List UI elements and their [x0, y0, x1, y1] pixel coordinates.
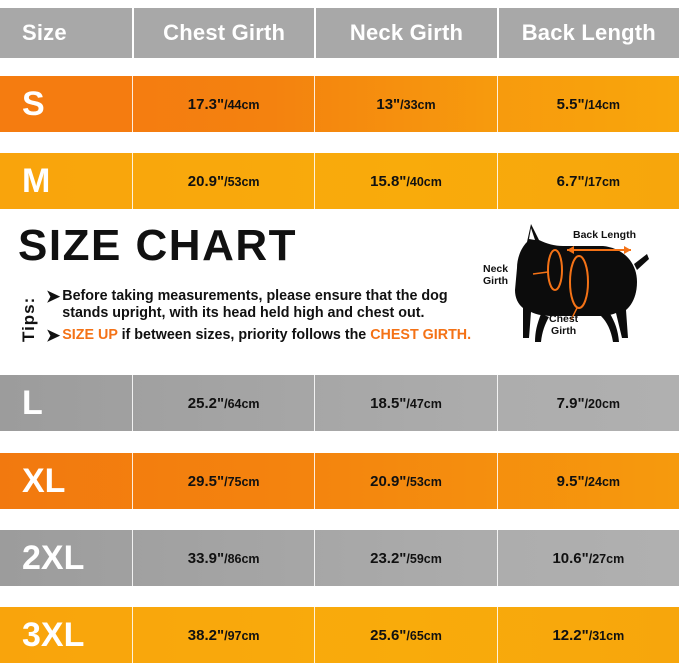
- row-size-label: XL: [22, 462, 66, 500]
- row-neck-girth-cell: [314, 530, 496, 586]
- header-cell-size: [0, 8, 132, 58]
- row-size-cell: [0, 76, 132, 132]
- row-neck-girth-value: 23.2"/59cm: [370, 549, 442, 567]
- row-neck-girth-cell: [314, 153, 496, 209]
- row-neck-girth-cell: [314, 453, 496, 509]
- header-cell-back-length: [497, 8, 679, 58]
- row-chest-girth-cell: [132, 153, 314, 209]
- row-back-length-value: 12.2"/31cm: [552, 626, 625, 644]
- tips-list: [46, 288, 486, 349]
- row-size-label: M: [22, 162, 51, 200]
- row-neck-girth-value: 13"/33cm: [376, 95, 436, 113]
- row-chest-girth-cell: [132, 530, 314, 586]
- row-neck-girth-value: 20.9"/53cm: [370, 472, 442, 490]
- row-chest-girth-value: 38.2"/97cm: [187, 626, 260, 644]
- row-chest-girth-value: 33.9"/86cm: [187, 549, 260, 567]
- tip-item: [46, 288, 486, 322]
- row-neck-girth-cell: [314, 76, 496, 132]
- row-neck-girth-value: 25.6"/65cm: [370, 626, 442, 644]
- tip-item: [46, 327, 486, 344]
- row-back-length-cell: [497, 153, 679, 209]
- row-size-label: 3XL: [22, 616, 85, 654]
- row-size-label: 2XL: [22, 539, 85, 577]
- row-size-label: S: [22, 85, 45, 123]
- size-chart-info-panel: [0, 212, 679, 367]
- row-back-length-cell: [497, 530, 679, 586]
- header-cell-neck-girth: [314, 8, 496, 58]
- table-row: [0, 153, 679, 209]
- tip-text-size-up: SIZE UP if between sizes, priority follows the CHEST GIRTH.: [62, 327, 472, 343]
- row-size-cell: [0, 530, 132, 586]
- row-back-length-cell: [497, 375, 679, 431]
- header-label-back-length: Back Length: [521, 20, 656, 45]
- row-back-length-value: 6.7"/17cm: [556, 172, 621, 190]
- row-size-cell: [0, 607, 132, 663]
- table-row: [0, 76, 679, 132]
- table-row: [0, 375, 679, 431]
- row-chest-girth-value: 20.9"/53cm: [187, 172, 260, 190]
- row-chest-girth-cell: [132, 76, 314, 132]
- diagram-label-chest-girth: Chest Girth: [549, 313, 579, 337]
- diagram-label-back-length: Back Length: [573, 229, 637, 241]
- row-neck-girth-value: 15.8"/40cm: [370, 172, 442, 190]
- header-label-size: Size: [22, 20, 67, 45]
- dog-measurement-diagram: [481, 218, 671, 366]
- header-label-neck-girth: Neck Girth: [349, 20, 464, 45]
- row-size-cell: [0, 153, 132, 209]
- row-back-length-cell: [497, 453, 679, 509]
- row-size-cell: [0, 375, 132, 431]
- row-chest-girth-cell: [132, 375, 314, 431]
- row-chest-girth-cell: [132, 453, 314, 509]
- row-back-length-value: 7.9"/20cm: [556, 394, 621, 412]
- tips-badge: Tips:: [19, 296, 38, 342]
- table-header-row: [0, 8, 679, 58]
- row-back-length-cell: [497, 607, 679, 663]
- row-neck-girth-cell: [314, 375, 496, 431]
- row-back-length-value: 5.5"/14cm: [556, 95, 621, 113]
- header-cell-chest-girth: [132, 8, 314, 58]
- arrow-icon: ➤: [46, 287, 61, 306]
- row-back-length-value: 9.5"/24cm: [556, 472, 621, 490]
- row-back-length-value: 10.6"/27cm: [552, 549, 625, 567]
- row-back-length-cell: [497, 76, 679, 132]
- row-neck-girth-cell: [314, 607, 496, 663]
- row-chest-girth-cell: [132, 607, 314, 663]
- row-neck-girth-value: 18.5"/47cm: [370, 394, 442, 412]
- row-size-label: L: [22, 384, 43, 422]
- table-row: [0, 607, 679, 663]
- row-chest-girth-value: 17.3"/44cm: [187, 95, 260, 113]
- panel-title: SIZE CHART: [18, 221, 297, 270]
- table-row: [0, 530, 679, 586]
- arrow-icon: ➤: [46, 326, 61, 345]
- row-chest-girth-value: 25.2"/64cm: [187, 394, 260, 412]
- row-size-cell: [0, 453, 132, 509]
- table-row: [0, 453, 679, 509]
- header-label-chest-girth: Chest Girth: [163, 20, 286, 45]
- tip-text-measurements: Before taking measurements, please ensure that the dog stands upright, with its head held high and chest out.: [62, 288, 448, 321]
- diagram-label-neck-girth: Neck Girth: [483, 263, 509, 287]
- row-chest-girth-value: 29.5"/75cm: [187, 472, 260, 490]
